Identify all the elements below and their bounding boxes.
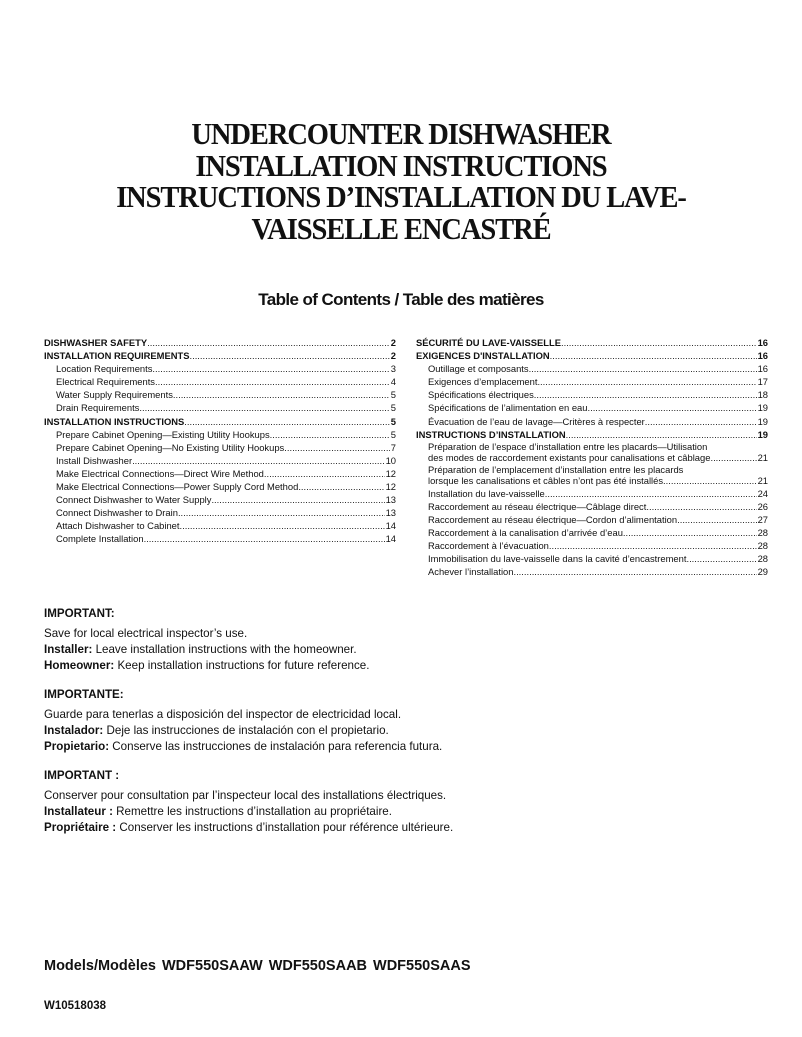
toc-leader-dots — [529, 362, 757, 375]
toc-leader-dots — [147, 336, 390, 349]
toc-page-number: 21 — [757, 475, 768, 487]
toc-entry-label: Location Requirements — [56, 363, 153, 375]
toc-entry-label: Complete Installation — [56, 533, 144, 545]
toc-entry — [44, 493, 396, 506]
notice-homeowner — [44, 820, 744, 836]
title-line-3: INSTRUCTIONS D’INSTALLATION DU LAVE- — [116, 179, 686, 214]
toc-leader-dots — [646, 500, 756, 513]
toc-page-number: 29 — [757, 566, 768, 578]
toc-entry — [416, 464, 768, 487]
toc-leader-dots — [173, 388, 390, 401]
model-number: WDF550SAAB — [268, 958, 368, 974]
toc-entry — [44, 401, 396, 414]
toc-page-number: 28 — [757, 540, 768, 552]
notice-homeowner — [44, 658, 744, 674]
toc-entry — [416, 526, 768, 539]
toc-entry — [44, 467, 396, 480]
toc-entry-label: Electrical Requirements — [56, 376, 155, 388]
toc-leader-dots — [587, 401, 756, 414]
toc-page-number: 2 — [390, 337, 396, 348]
toc-leader-dots — [550, 349, 757, 362]
part-number: W10518038 — [44, 1000, 107, 1012]
toc-page-number: 26 — [757, 500, 768, 512]
toc-entry-label: Préparation de l’espace d’installation entre les placards—Utilisation — [428, 440, 708, 452]
toc-page-number: 4 — [390, 376, 396, 388]
toc-page-number: 3 — [390, 363, 396, 375]
toc-entry-label: INSTALLATION INSTRUCTIONS — [44, 415, 185, 427]
title-line-2: INSTALLATION INSTRUCTIONS — [195, 147, 607, 183]
toc-page-number: 17 — [757, 376, 768, 388]
model-numbers — [44, 958, 477, 974]
toc-entry-label: Spécifications de l’alimentation en eau — [428, 402, 588, 414]
title-line-4: VAISSELLE ENCASTRÉ — [251, 210, 551, 246]
notice-header: IMPORTANTE: — [44, 688, 124, 701]
notice-line: Guarde para tenerlas a disposición del inspector de electricidad local. — [44, 708, 402, 721]
toc-page-number: 19 — [757, 428, 768, 440]
toc-entry-label-line2 — [428, 475, 768, 487]
toc-entry-label-continuation: lorsque les canalisations et câbles n’ont pas été installés — [428, 475, 664, 487]
toc-leader-dots — [139, 401, 389, 414]
toc-page-number: 14 — [385, 520, 396, 532]
models-label: Models/Modèles — [44, 958, 156, 974]
toc-entry-label: Achever l’installation — [428, 566, 514, 578]
toc-entry-label: Raccordement au réseau électrique—Câblage direct — [428, 500, 647, 512]
notice-header: IMPORTANT: — [44, 607, 115, 620]
toc-leader-dots — [545, 487, 757, 500]
toc-page-number: 5 — [390, 389, 396, 401]
toc-entry-label: Drain Requirements — [56, 402, 140, 414]
toc-page-number: 12 — [385, 481, 396, 493]
toc-page-number: 24 — [757, 487, 768, 499]
homeowner-text: Conserve las instrucciones de instalación para referencia futura. — [112, 740, 443, 753]
toc-page-number: 12 — [385, 467, 396, 479]
toc-leader-dots — [549, 539, 757, 552]
toc-entry — [416, 487, 768, 500]
notice-spanish — [44, 687, 744, 755]
toc-leader-dots — [537, 375, 756, 388]
homeowner-label: Propriétaire : — [44, 821, 117, 834]
toc-entry-label: Make Electrical Connections—Power Supply Cord Method — [56, 481, 299, 493]
installer-label: Instalador: — [44, 724, 104, 737]
notice-installer — [44, 723, 744, 739]
title-line-1: UNDERCOUNTER DISHWASHER — [191, 116, 611, 151]
toc-entry — [44, 454, 396, 467]
notice-line: Save for local electrical inspector’s use. — [44, 627, 248, 640]
model-number: WDF550SAAW — [162, 958, 263, 974]
toc-entry-label: Raccordement à la canalisation d’arrivée d’eau — [428, 527, 623, 539]
toc-entry-label: DISHWASHER SAFETY — [44, 337, 148, 348]
toc-entry — [44, 519, 396, 532]
toc-entry — [44, 362, 396, 375]
toc-leader-dots — [710, 452, 756, 464]
toc-leader-dots — [298, 480, 384, 493]
toc-entry-label: INSTRUCTIONS D’INSTALLATION — [416, 428, 566, 440]
toc-entry — [44, 428, 396, 441]
toc-french-column — [416, 336, 768, 578]
toc-leader-dots — [561, 336, 757, 349]
toc-leader-dots — [152, 362, 389, 375]
toc-entry-label: Connect Dishwasher to Drain — [56, 507, 178, 519]
toc-leader-dots — [132, 454, 384, 467]
toc-page-number: 16 — [757, 337, 768, 348]
toc-entry-label: Connect Dishwasher to Water Supply — [56, 494, 212, 506]
toc-entry — [44, 532, 396, 545]
toc-page-number: 13 — [385, 507, 396, 519]
toc-entry-label: EXIGENCES D'INSTALLATION — [416, 350, 550, 362]
toc-heading: Table of Contents / Table des matières — [258, 290, 544, 309]
toc-entry — [416, 388, 768, 401]
toc-entry-label: SÉCURITÉ DU LAVE-VAISSELLE — [416, 337, 561, 348]
toc-entry-label: Prepare Cabinet Opening—No Existing Utility Hookups — [56, 441, 285, 453]
toc-leader-dots — [534, 388, 757, 401]
toc-english-column — [44, 336, 396, 546]
toc-page-number: 16 — [757, 363, 768, 375]
toc-entry-label-line2 — [428, 452, 768, 464]
toc-page-number: 7 — [390, 441, 396, 453]
toc-entry-label-continuation: des modes de raccordement existants pour canalisations et câblage — [428, 452, 711, 464]
toc-entry — [44, 480, 396, 493]
toc-leader-dots — [645, 415, 757, 428]
toc-leader-dots — [178, 506, 385, 519]
toc-entry — [44, 441, 396, 454]
homeowner-text: Keep installation instructions for future reference. — [117, 659, 370, 672]
toc-page-number: 19 — [757, 415, 768, 427]
toc-leader-dots — [663, 475, 757, 487]
toc-entry — [416, 401, 768, 414]
installer-label: Installer: — [44, 643, 93, 656]
toc-entry-label: Immobilisation du lave-vaisselle dans la cavité d’encastrement — [428, 553, 687, 565]
toc-entry-label: Préparation de l’emplacement d’installation entre les placards — [428, 463, 684, 475]
toc-entry — [416, 513, 768, 526]
toc-page-number: 21 — [757, 452, 768, 464]
toc-page-number: 5 — [390, 415, 396, 427]
installer-text: Leave installation instructions with the homeowner. — [95, 643, 357, 656]
toc-entry — [44, 415, 396, 428]
toc-page-number: 28 — [757, 553, 768, 565]
toc-leader-dots — [623, 526, 757, 539]
toc-entry-label: Évacuation de l’eau de lavage—Critères à respecter — [428, 415, 645, 427]
toc-entry-label: INSTALLATION REQUIREMENTS — [44, 350, 190, 362]
document-title — [32, 118, 770, 244]
toc-page-number: 5 — [390, 428, 396, 440]
toc-entry — [416, 552, 768, 565]
toc-page-number: 18 — [757, 389, 768, 401]
toc-entry — [416, 500, 768, 513]
toc-entry — [416, 336, 768, 349]
installer-label: Installateur : — [44, 805, 113, 818]
notice-installer — [44, 804, 744, 820]
homeowner-label: Propietario: — [44, 740, 110, 753]
toc-entry-label: Raccordement au réseau électrique—Cordon d’alimentation — [428, 513, 678, 525]
toc-page-number: 2 — [390, 350, 396, 362]
toc-page-number: 10 — [385, 454, 396, 466]
notice-installer — [44, 642, 744, 658]
toc-entry — [44, 388, 396, 401]
model-number: WDF550SAAS — [373, 958, 471, 974]
toc-entry-label: Make Electrical Connections—Direct Wire Method — [56, 467, 264, 479]
notice-homeowner — [44, 739, 744, 755]
notice-line: Conserver pour consultation par l’inspecteur local des installations électriques. — [44, 789, 447, 802]
toc-page-number: 14 — [385, 533, 396, 545]
notice-english — [44, 606, 744, 674]
toc-leader-dots — [686, 552, 756, 565]
toc-entry-label: Raccordement à l’évacuation — [428, 540, 549, 552]
toc-page-number: 27 — [757, 513, 768, 525]
toc-leader-dots — [270, 428, 390, 441]
toc-entry-label: Spécifications électriques — [428, 389, 534, 401]
homeowner-text: Conserver les instructions d’installation pour référence ultérieure. — [119, 821, 454, 834]
installer-text: Deje las instrucciones de instalación con el propietario. — [106, 724, 389, 737]
toc-page-number: 16 — [757, 350, 768, 362]
toc-leader-dots — [566, 428, 757, 441]
toc-leader-dots — [677, 513, 756, 526]
toc-entry — [416, 441, 768, 464]
toc-entry — [44, 336, 396, 349]
toc-entry-label: Prepare Cabinet Opening—Existing Utility Hookups — [56, 428, 270, 440]
toc-page-number: 5 — [390, 402, 396, 414]
toc-entry — [44, 506, 396, 519]
toc-entry — [44, 349, 396, 362]
toc-entry-label: Install Dishwasher — [56, 454, 133, 466]
toc-page-number: 19 — [757, 402, 768, 414]
toc-entry-label: Exigences d’emplacement — [428, 376, 538, 388]
toc-leader-dots — [284, 441, 390, 454]
notice-french — [44, 768, 744, 836]
toc-leader-dots — [144, 532, 385, 545]
toc-leader-dots — [184, 415, 390, 428]
toc-leader-dots — [513, 565, 756, 578]
toc-leader-dots — [264, 467, 385, 480]
toc-entry — [416, 539, 768, 552]
toc-entry-label: Water Supply Requirements — [56, 389, 173, 401]
installer-text: Remettre les instructions d’installation au propriétaire. — [116, 805, 392, 818]
toc-page-number: 28 — [757, 527, 768, 539]
toc-entry-label: Installation du lave-vaisselle — [428, 487, 545, 499]
toc-page-number: 13 — [385, 494, 396, 506]
toc-entry — [416, 415, 768, 428]
toc-entry — [416, 428, 768, 441]
toc-entry — [416, 362, 768, 375]
notice-header: IMPORTANT : — [44, 769, 120, 782]
toc-leader-dots — [189, 349, 389, 362]
toc-entry-label: Outillage et composants — [428, 363, 529, 375]
toc-entry — [416, 375, 768, 388]
toc-leader-dots — [211, 493, 384, 506]
toc-entry — [44, 375, 396, 388]
toc-entry — [416, 349, 768, 362]
toc-leader-dots — [155, 375, 390, 388]
toc-entry — [416, 565, 768, 578]
toc-entry-label: Attach Dishwasher to Cabinet — [56, 520, 180, 532]
homeowner-label: Homeowner: — [44, 659, 115, 672]
toc-leader-dots — [180, 519, 385, 532]
